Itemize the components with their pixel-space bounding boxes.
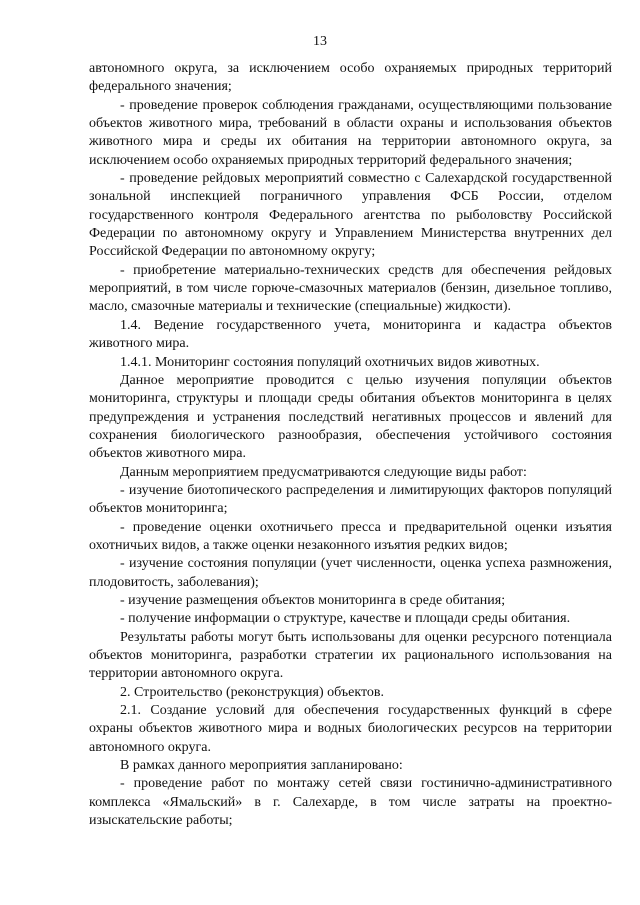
list-item-distribution: - изучение размещения объектов мониторинга в среде обитания; [120, 592, 506, 608]
list-item-population-state: - изучение состояния популяции (учет численности, оценка успеха размножения, плодовитость, заболевания); [89, 556, 612, 590]
list-item-habitat-info: - получение информации о структуре, качестве и площади среды обитания. [120, 611, 571, 627]
section-heading-1-4-1: 1.4.1. Мониторинг состояния популяций охотничьих видов животных. [120, 354, 540, 370]
paragraph-planned-intro: В рамках данного мероприятия запланировано: [120, 758, 403, 774]
list-item-biotopic: - изучение биотопического распределения и лимитирующих факторов популяций объектов мониторинга; [89, 482, 612, 517]
section-heading-2: 2. Строительство (реконструкция) объектов. [120, 684, 385, 700]
page-number: 13 [313, 34, 327, 49]
list-item-network-installation: - проведение работ по монтажу сетей связи гостинично-административного комплекса «Ямальский» в г. Салехарде, в том числе затраты на проектно-изыскательские работы; [89, 776, 612, 829]
section-heading-1-4: 1.4. Ведение государственного учета, мониторинга и кадастра объектов животного мира. [89, 317, 612, 352]
paragraph-purpose: Данное мероприятие проводится с целью изучения популяции объектов мониторинга, структуры и площади среды обитания объектов мониторинга в целях предупреждения и устранения последствий негативных процессов и явлений для сохранения биологического разнообразия, обеспечения устойчивого состояния объектов животного мира. [89, 372, 612, 462]
section-heading-2-1: 2.1. Создание условий для обеспечения государственных функций в сфере охраны объектов животного мира и водных биологических ресурсов на территории автономного округа. [89, 703, 612, 755]
paragraph-results: Результаты работы могут быть использованы для оценки ресурсного потенциала объектов мониторинга, разработки стратегии их рационального использования на территории автономного округа. [89, 629, 612, 682]
list-item-inspections: - проведение проверок соблюдения гражданами, осуществляющими пользование объектов животного мира, требований в области охраны и использования объектов животного мира и среды их обитания на территории автономного округа, за исключением особо охраняемых природных территорий федерального значения; [89, 97, 612, 168]
document-body [89, 60, 612, 830]
list-item-hunting-pressure: - проведение оценки охотничьего пресса и предварительной оценки изъятия охотничьих видов, а также оценки незаконного изъятия редких видов; [89, 519, 612, 553]
paragraph-continuation: автономного округа, за исключением особо охраняемых природных территорий федерального значения; [89, 61, 612, 95]
list-item-raids: - проведение рейдовых мероприятий совместно с Салехардской государственной зональной инспекцией пограничного управления ФСБ России, отделом государственного контроля Федерального агентства по рыболовству Российской Федерации по автономному округу и Управлением Министерства внутренних дел Российской Федерации по автономному округу; [89, 171, 612, 260]
list-item-equipment: - приобретение материально-технических средств для обеспечения рейдовых мероприятий, в том числе горюче-смазочных материалов (бензин, дизельное топливо, масло, смазочные материалы и технические (специальные) жидкости). [89, 262, 612, 315]
paragraph-work-types-intro: Данным мероприятием предусматриваются следующие виды работ: [120, 464, 527, 480]
